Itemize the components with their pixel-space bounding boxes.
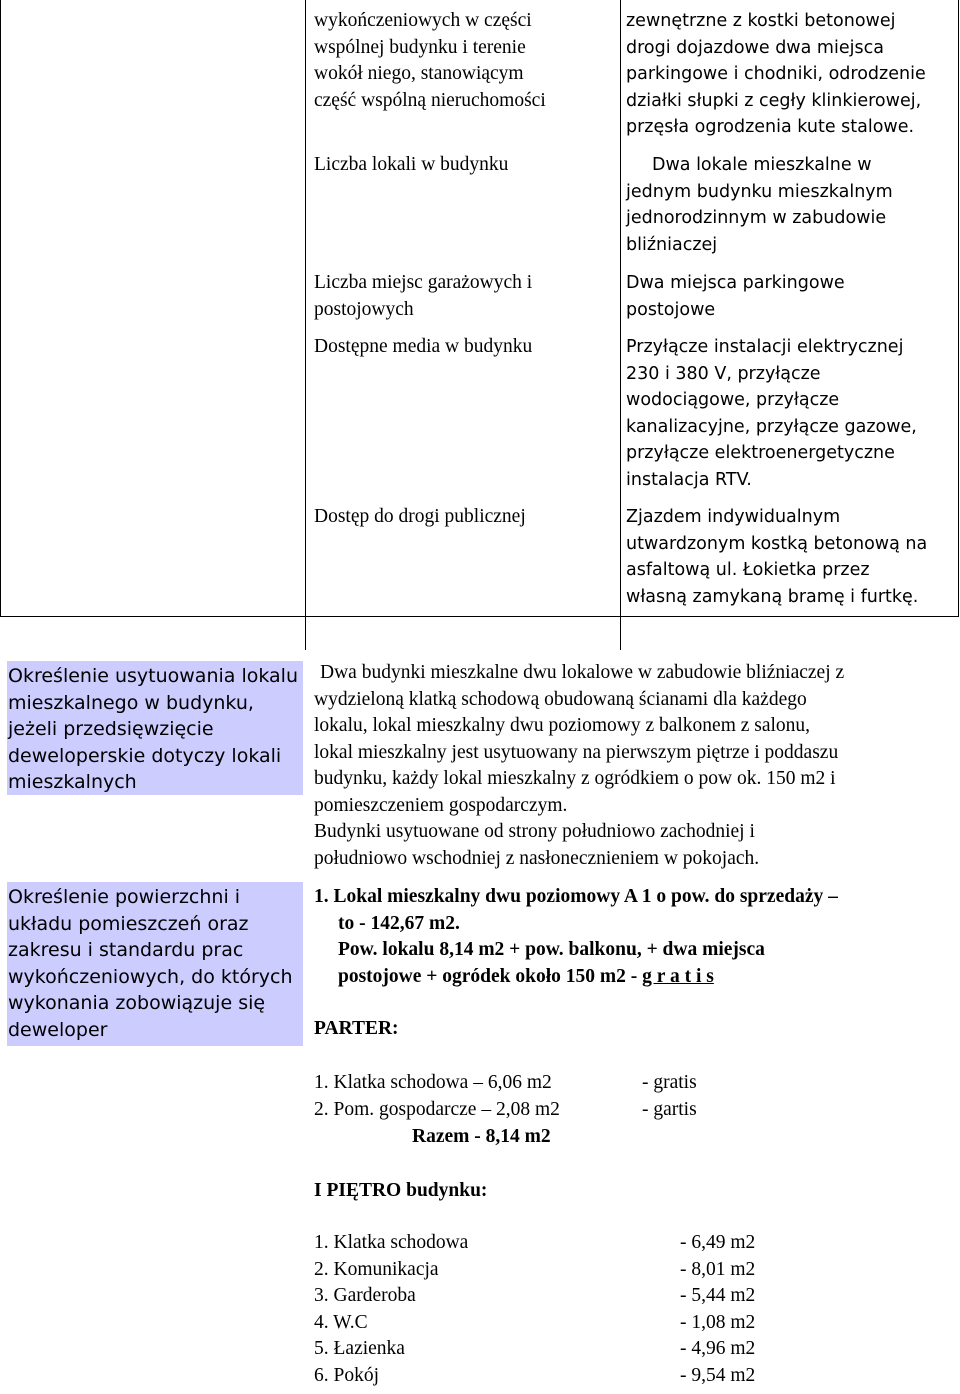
row-common-area-value [626,8,926,141]
table-row [314,1097,697,1124]
description-line: Dwa budynki mieszkalne dwu lokalowe w zabudowie bliźniaczej z [320,662,845,683]
room-value: - gartis [642,1098,697,1120]
table-border-bottom [0,616,959,617]
label-line: Określenie usytuowania lokalu [8,665,298,687]
table-row [314,1336,755,1363]
value-line: jednym budynku mieszkalnym [626,181,893,202]
label-line: wykończeniowych w części [314,10,532,31]
label-line: deweloperskie dotyczy lokali [8,744,282,767]
description-line: południowo wschodniej z nasłonecznieniem w pokojach. [314,847,760,869]
room-name: 6. Pokój [314,1364,380,1386]
offer-gratis: g r a t i s [642,965,714,987]
table-border-col1 [305,0,306,650]
table-border-right [958,0,959,616]
description-line: lokal mieszkalny jest usytuowany na pierwszym piętrze i poddaszu [314,741,839,763]
pietro-table [314,1230,755,1389]
label-line: wokół niego, stanowiącym [314,63,524,84]
row-unit-count-value [626,152,893,258]
label-line: Dostępne media w budynku [314,336,533,357]
room-value: - 9,54 m2 [680,1364,756,1386]
value-line: jednorodzinnym w zabudowie [626,208,887,228]
label-line: wspólnej budynku i terenie [314,36,526,58]
table-row [314,1257,755,1284]
room-name: 3. Garderoba [314,1285,416,1306]
row-utilities-label [314,334,532,361]
row-road-access-value [626,504,927,610]
room-value: - 5,44 m2 [680,1285,756,1306]
parter-total: Razem - 8,14 m2 [412,1126,551,1147]
value-line: drogi dojazdowe dwa miejsca [626,37,884,58]
label-line: Liczba lokali w budynku [314,154,509,175]
offer-extras: postojowe + ogródek około 150 m2 - [338,965,643,987]
table-border-col2 [620,0,621,650]
description-line: pomieszczeniem gospodarczym. [314,794,568,816]
offer-number: 1. [314,886,329,907]
value-line: przyłącze elektroenergetyczne [626,443,895,463]
room-name: 2. Komunikacja [314,1258,439,1280]
description-line: lokalu, lokal mieszkalny dwu poziomowy z balkonem z salonu, [314,715,811,736]
table-row [314,1283,755,1310]
value-line: wodociągowe, przyłącze [626,390,840,410]
description-line: budynku, każdy lokal mieszkalny z ogródkiem o pow ok. 150 m2 i [314,768,836,789]
value-line: utwardzonym kostką betonową na [626,533,928,554]
parter-heading: PARTER: [314,1018,399,1039]
value-line: instalacja RTV. [626,469,752,490]
value-line: przęsła ogrodzenia kute stalowe. [626,117,915,137]
description-line: wydzieloną klatką schodową obudowaną ścianami dla każdego [314,688,807,710]
label-line: część wspólną nieruchomości [314,89,546,111]
room-value: - 4,96 m2 [680,1338,756,1359]
row-utilities-value [626,334,917,493]
parter-table [314,1070,697,1123]
label-line: deweloper [8,1018,108,1041]
label-line: postojowych [314,298,414,320]
offer-line-4 [314,964,838,991]
label-line: jeżeli przedsięwzięcie [8,718,214,740]
room-value: - gratis [642,1072,697,1093]
label-line: układu pomieszczeń oraz [8,912,249,935]
table-row [314,1310,755,1337]
value-line: działki słupki z cegły klinkierowej, [626,90,922,111]
value-line: Dwa miejsca parkingowe [626,273,845,293]
label-highlight [7,882,303,1046]
value-line: bliźniaczej [626,234,718,255]
offer-line-1 [314,884,838,911]
table-row [314,1363,755,1390]
offer-block [314,884,838,990]
unit-location-label [7,661,303,795]
value-line: Zjazdem indywidualnym [626,507,841,527]
value-line: asfaltową ul. Łokietka przez [626,560,870,580]
value-line: własną zamykaną bramę i furtkę. [626,586,919,607]
table-border-left [0,0,1,616]
value-line: Przyłącze instalacji elektrycznej [626,337,904,357]
room-name: 5. Łazienka [314,1338,405,1359]
value-line: Dwa lokale mieszkalne w [652,155,872,175]
room-name: 2. Pom. gospodarcze – 2,08 m2 [314,1098,560,1120]
label-line: mieszkalnego w budynku, [8,691,254,714]
label-line: zakresu i standardu prac [8,939,244,961]
area-and-standard-label [7,882,303,1046]
unit-location-description [314,660,844,872]
row-parking-count-value [626,270,845,323]
label-line: mieszkalnych [8,771,137,793]
room-value: - 6,49 m2 [680,1232,756,1253]
room-name: 1. Klatka schodowa – 6,06 m2 [314,1072,552,1093]
room-value: - 1,08 m2 [680,1311,756,1333]
offer-title: Lokal mieszkalny dwu poziomowy A 1 o pow. do sprzedaży – [333,886,838,907]
table-row [314,1230,755,1257]
row-road-access-label [314,504,526,531]
table-row [314,1070,697,1097]
row-parking-count-label [314,270,532,323]
value-line: parkingowe i chodniki, odrodzenie [626,64,926,84]
offer-line-3: Pow. lokalu 8,14 m2 + pow. balkonu, + dwa miejsca [338,939,765,960]
label-line: Liczba miejsc garażowych i [314,272,533,293]
value-line: zewnętrzne z kostki betonowej [626,11,896,31]
label-line: wykonania zobowiązuje się [8,992,266,1014]
label-line: Dostęp do drogi publicznej [314,506,526,527]
pietro-heading: I PIĘTRO budynku: [314,1180,488,1201]
room-name: 1. Klatka schodowa [314,1232,469,1253]
value-line: 230 i 380 V, przyłącze [626,363,821,384]
description-line: Budynki usytuowane od strony południowo zachodniej i [314,821,755,842]
label-line: Określenie powierzchni i [8,886,241,908]
offer-line-2: to - 142,67 m2. [338,912,460,934]
room-name: 4. W.C [314,1311,368,1333]
row-unit-count-label [314,152,508,179]
value-line: kanalizacyjne, przyłącze gazowe, [626,416,917,437]
row-common-area-label [314,8,546,114]
value-line: postojowe [626,299,716,320]
label-highlight [7,661,303,795]
room-value: - 8,01 m2 [680,1258,756,1280]
label-line: wykończeniowych, do których [8,965,293,988]
